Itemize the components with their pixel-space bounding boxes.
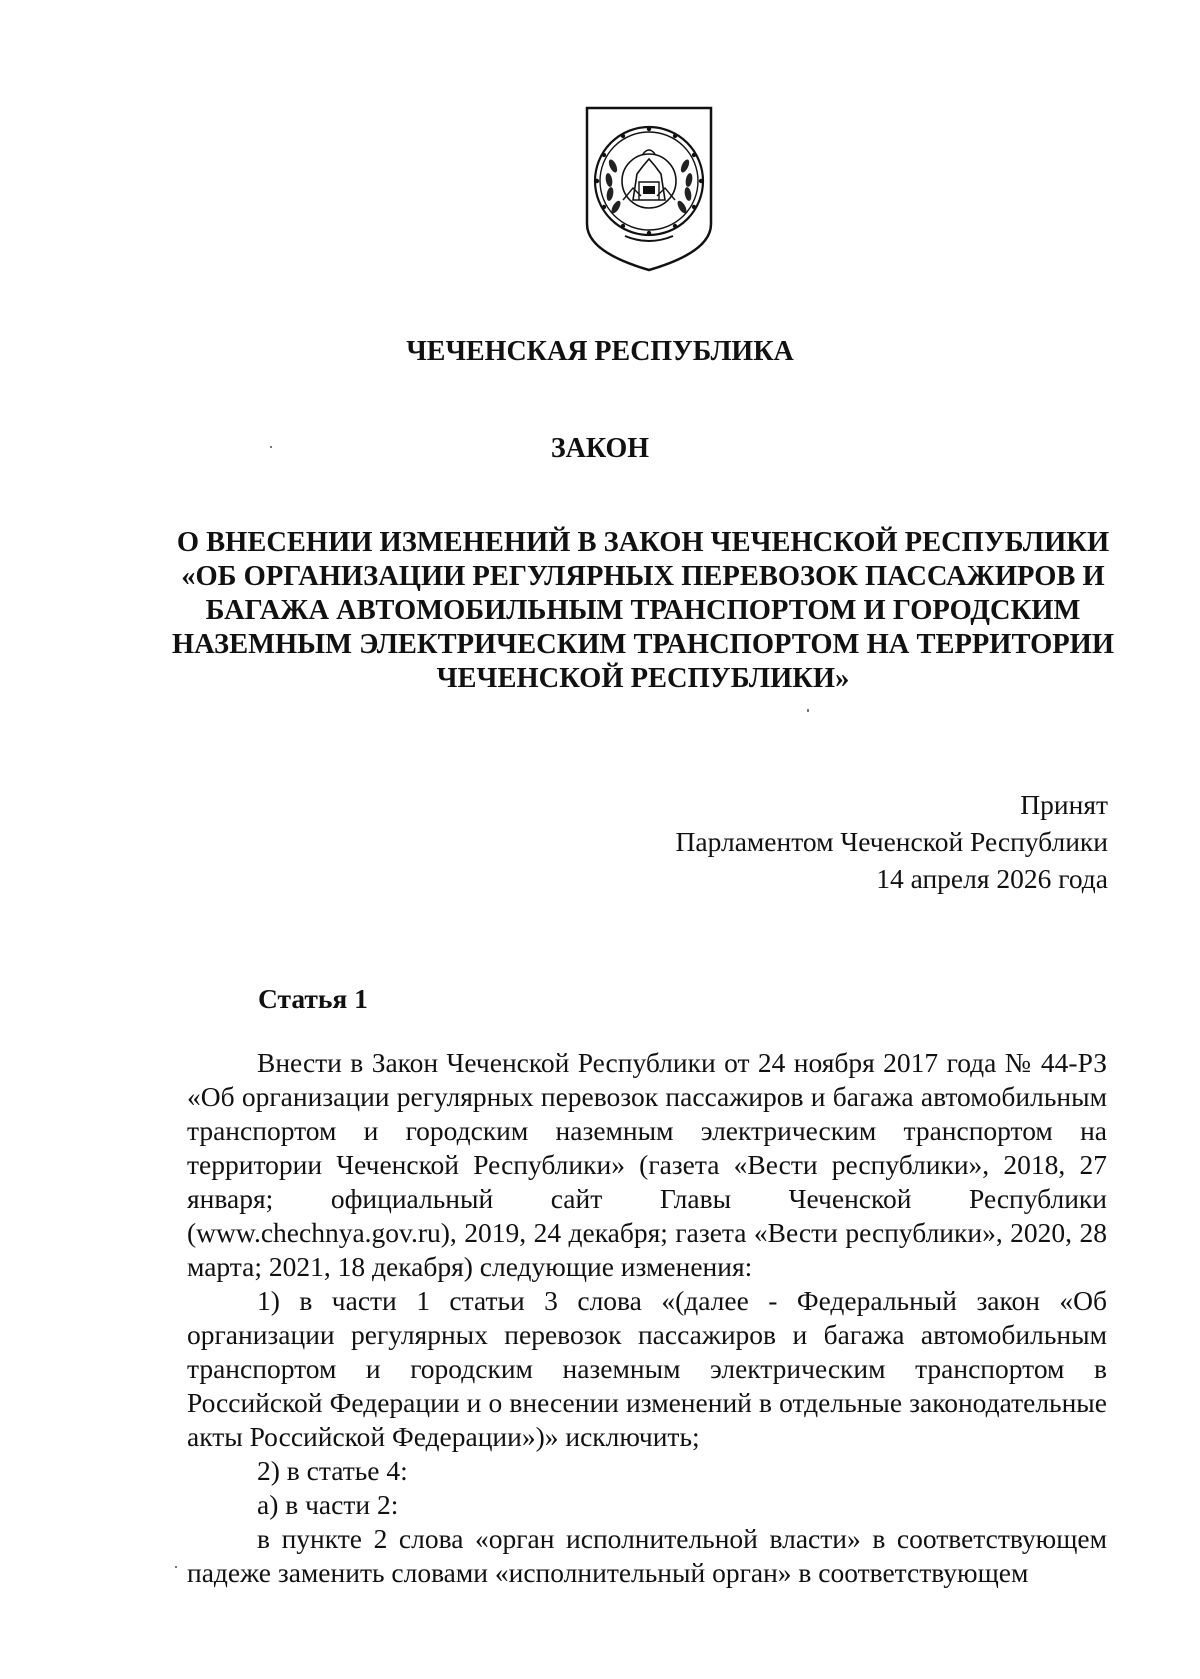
scan-speck [270, 446, 272, 448]
scan-speck [175, 1566, 177, 1568]
scan-speck [807, 709, 809, 712]
adopted-date: 14 апреля 2026 года [876, 863, 1108, 894]
article-paragraph: а) в части 2: [257, 1489, 399, 1520]
republic-name: ЧЕЧЕНСКАЯ РЕСПУБЛИКА [406, 336, 794, 367]
coat-of-arms-emblem [583, 104, 715, 274]
article-heading: Статья 1 [258, 983, 368, 1014]
article-paragraph: в пункте 2 слова «орган исполнительной власти» в соответствующем падеже заменить словами «исполнительный орган» в соответствующем [187, 1523, 1107, 1588]
article-body [187, 1046, 1107, 1590]
article-paragraph: Внести в Закон Чеченской Республики от 24 ноября 2017 года № 44-РЗ «Об организации регулярных перевозок пассажиров и багажа автомобильным транспортом и городским наземным электрическим транспортом на территории Чеченской Республики» (газета «Вести республики», 2018, 27 января; официальный сайт Главы Чеченской Республики (www.chechnya.gov.ru), 2019, 24 декабря; газета «Вести республики», 2020, 28 марта; 2021, 18 декабря) следующие изменения: [187, 1047, 1107, 1282]
document-type: ЗАКОН [550, 433, 650, 464]
adopted-line: Принят [1020, 789, 1108, 820]
article-paragraph: 2) в статье 4: [257, 1455, 408, 1486]
adoption-block [676, 786, 1108, 897]
law-title: О ВНЕСЕНИИ ИЗМЕНЕНИЙ В ЗАКОН ЧЕЧЕНСКОЙ РЕСПУБЛИКИ «ОБ ОРГАНИЗАЦИИ РЕГУЛЯРНЫХ ПЕРЕВОЗОК ПАССАЖИРОВ И БАГАЖА АВТОМОБИЛЬНЫМ ТРАНСПОРТОМ И ГОРОДСКИМ НАЗЕМНЫМ ЭЛЕКТРИЧЕСКИМ ТРАНСПОРТОМ НА ТЕРРИТОРИИ ЧЕЧЕНСКОЙ РЕСПУБЛИКИ» [171, 527, 1115, 694]
adopted-by-line: Парламентом Чеченской Республики [675, 826, 1108, 857]
article-paragraph: 1) в части 1 статьи 3 слова «(далее - Федеральный закон «Об организации регулярных перевозок пассажиров и багажа автомобильным транспортом и городским наземным электрическим транспортом в Российской Федерации и о внесении изменений в отдельные законодательные акты Российской Федерации»)» исключить; [187, 1285, 1107, 1452]
